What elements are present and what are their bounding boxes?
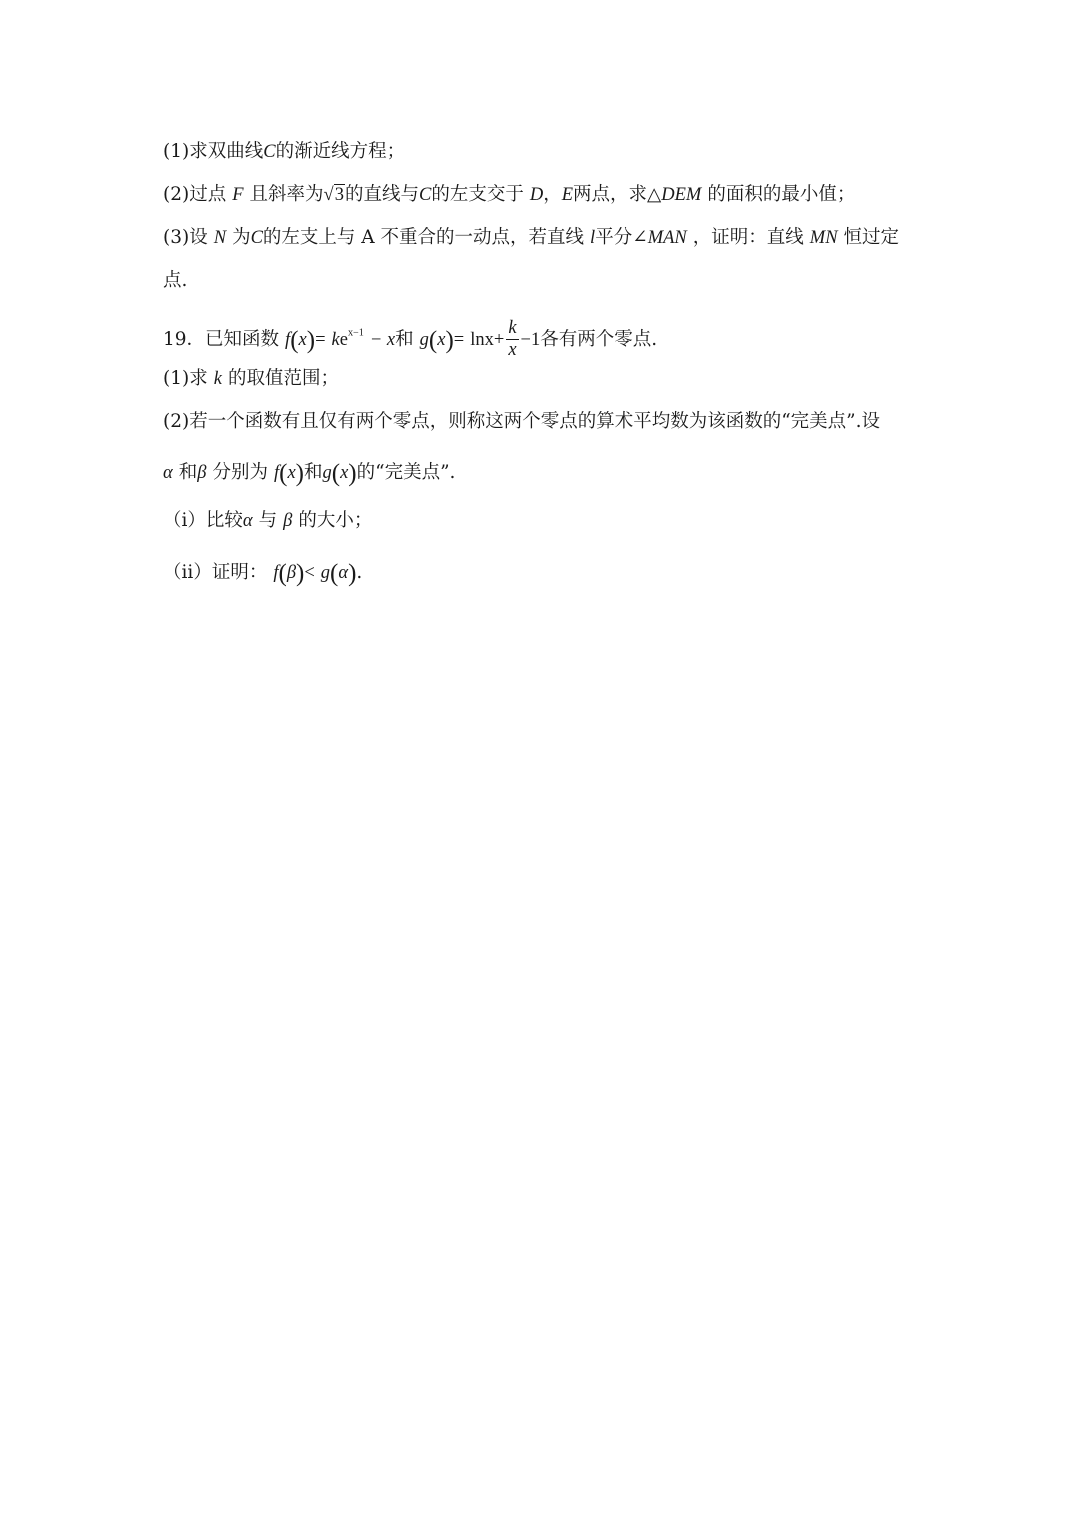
q18-part3 (163, 229, 899, 248)
fraction-numerator: k (506, 318, 518, 340)
q18-p2-d: 两点，求△ (573, 184, 662, 205)
q18-p2-b: 的直线与 (344, 184, 419, 205)
q19-p2-text: (2)若一个函数有且仅有两个零点，则称这两个零点的算术平均数为该函数的“完美点”.设 (163, 411, 881, 432)
var-k: k (331, 329, 340, 350)
left-paren: ( (428, 326, 438, 354)
var-C: C (418, 185, 432, 205)
left-paren: ( (278, 560, 287, 587)
right-paren: ) (348, 560, 357, 587)
var-MAN: MAN (647, 228, 687, 248)
left-paren: ( (331, 460, 341, 487)
q19-p2-post: 的“完美点”. (356, 462, 456, 484)
radicand: 3 (334, 185, 344, 205)
left-paren: ( (279, 460, 288, 487)
fraction-k-over-x (506, 318, 518, 362)
var-alpha: α (242, 511, 253, 531)
var-D: D (529, 185, 544, 205)
var-alpha: α (163, 463, 173, 484)
q19-stem (163, 318, 657, 362)
var-F: F (232, 185, 244, 205)
q18-p1-post: 的渐近线方程； (275, 141, 406, 162)
var-MN: MN (809, 228, 838, 248)
q19-i-pre: （i）比较 (163, 510, 243, 531)
q19-ii-post: . (356, 562, 363, 584)
var-DEM: DEM (661, 185, 702, 205)
q19-part2-line1 (163, 413, 880, 432)
euler-e: e (339, 329, 348, 350)
var-beta: β (283, 511, 293, 531)
q19-i-and: 与 (258, 510, 278, 531)
var-C: C (263, 142, 276, 162)
q19-i-post: 的大小； (298, 510, 373, 531)
q19-p1-post: 的取值范围； (227, 368, 339, 389)
q18-part2 (163, 186, 855, 205)
right-paren: ) (445, 326, 454, 354)
exponent: x−1 (347, 327, 364, 339)
q19-part2-line2 (163, 462, 455, 487)
q18-p3-cont: 点. (163, 270, 188, 291)
q18-p3-d: ，证明：直线 (692, 227, 804, 248)
var-beta: β (286, 563, 297, 584)
radical-sign: √ (323, 185, 334, 205)
q19-ii-pre: （ii）证明： (163, 562, 268, 584)
q18-p3-b: 的左支上与 A 不重合的一动点，若直线 (262, 227, 585, 248)
q18-p3-pre: (3)设 (163, 227, 208, 248)
q18-part3-continuation (163, 272, 187, 291)
sqrt-three (324, 186, 345, 205)
var-beta: β (197, 463, 207, 484)
right-paren: ) (348, 460, 357, 487)
fraction-denominator: x (508, 340, 517, 361)
func-f: f (273, 563, 279, 584)
q18-part1 (163, 143, 405, 162)
var-C: C (250, 228, 263, 248)
q19-part-ii (163, 562, 362, 587)
func-g: g (320, 563, 331, 584)
q18-p3-c: 平分∠ (595, 227, 648, 248)
q18-p2-comma: ， (543, 184, 562, 205)
q19-p2-and: 和 (178, 462, 198, 484)
conjunction-and: 和 (395, 328, 414, 350)
q19-p2-respectively: 分别为 (212, 462, 268, 484)
q19-number-lead: 19．已知函数 (163, 328, 280, 350)
q18-p1-pre: (1)求双曲线 (163, 141, 264, 162)
less-than-sign: < (304, 563, 315, 584)
ln-term: lnx+ (470, 329, 505, 350)
right-paren: ) (306, 326, 316, 354)
var-N: N (213, 228, 227, 248)
equals-sign: = (315, 329, 326, 350)
var-x: x (287, 463, 296, 484)
q18-p2-e: 的面积的最小值； (707, 184, 856, 205)
q19-stem-post: 各有两个零点. (540, 328, 658, 350)
equals-sign: = (453, 329, 465, 350)
q18-p2-a: 且斜率为 (249, 184, 324, 205)
right-paren: ) (295, 460, 304, 487)
func-f: f (285, 329, 291, 350)
var-x: x (340, 463, 349, 484)
conjunction-and: 和 (303, 462, 323, 484)
minus-one: −1 (520, 329, 541, 350)
func-g: g (419, 329, 429, 350)
q18-p3-e: 恒过定 (843, 227, 900, 248)
func-g: g (322, 463, 332, 484)
q18-p2-pre: (2)过点 (163, 184, 227, 205)
left-paren: ( (330, 560, 339, 587)
q18-p2-c: 的左支交于 (431, 184, 524, 205)
var-x: x (437, 329, 446, 350)
right-paren: ) (296, 560, 305, 587)
q19-part1 (163, 370, 339, 389)
q19-part-i (163, 512, 372, 531)
q18-p3-a: 为 (232, 227, 251, 248)
func-f: f (273, 463, 280, 484)
q19-p1-pre: (1)求 (163, 368, 208, 389)
var-E: E (561, 185, 574, 205)
var-alpha: α (338, 563, 349, 584)
var-x: x (298, 329, 307, 350)
left-paren: ( (290, 326, 299, 354)
var-l: l (590, 228, 596, 248)
var-k: k (213, 369, 222, 389)
minus-x: − x (369, 329, 396, 350)
